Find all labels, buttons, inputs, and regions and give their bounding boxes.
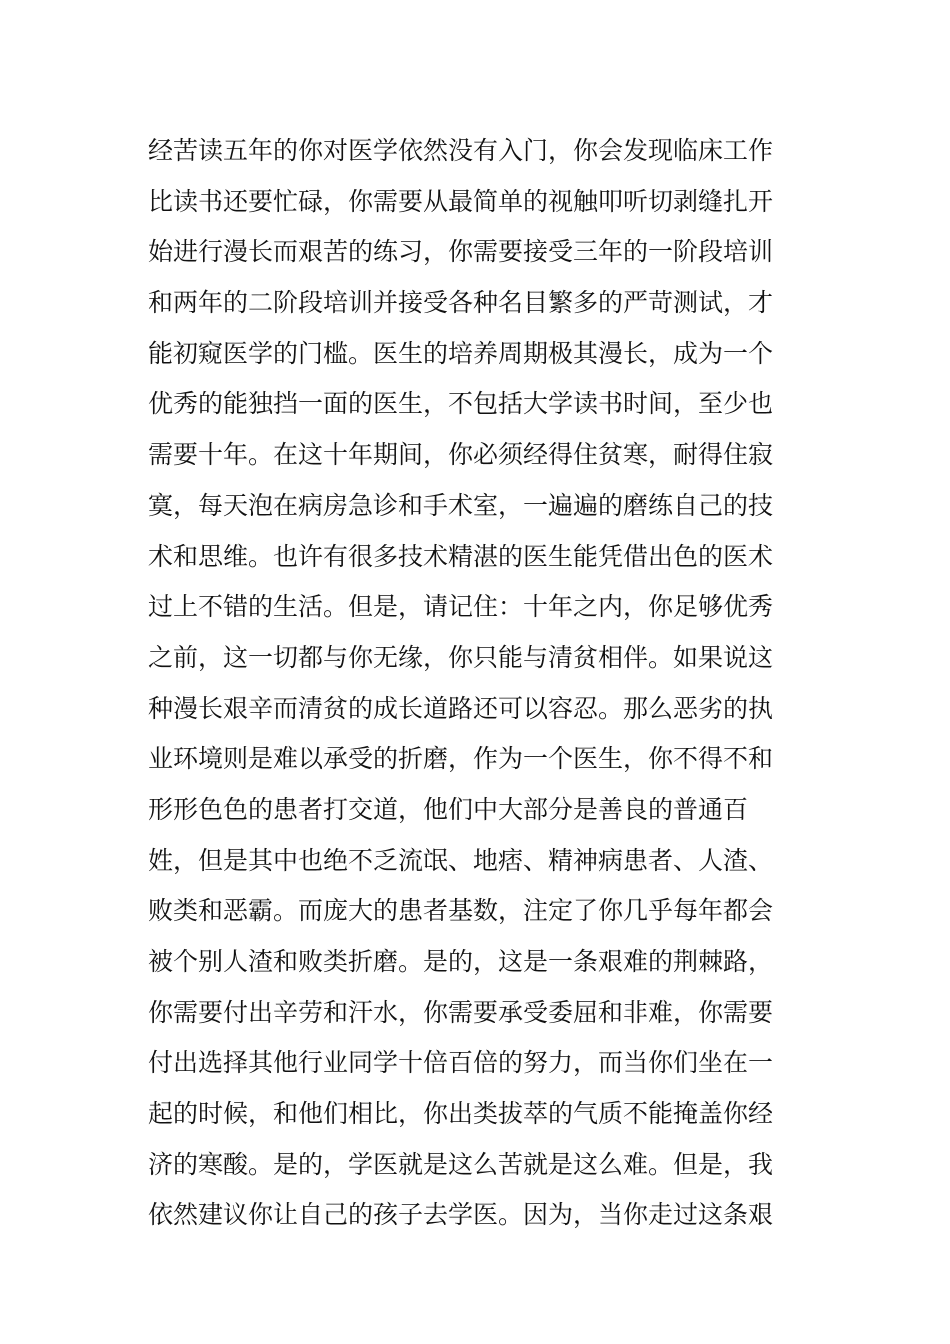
text-line: 始进行漫长而艰苦的练习，你需要接受三年的一阶段培训: [148, 237, 774, 267]
text-line: 被个别人渣和败类折磨。是的，这是一条艰难的荆棘路，: [148, 947, 774, 976]
text-line: 你需要付出辛劳和汗水，你需要承受委屈和非难，你需要: [148, 997, 774, 1027]
text-line: 经苦读五年的你对医学依然没有入门，你会发现临床工作: [148, 136, 774, 165]
body-text: [148, 126, 798, 1241]
text-line: 优秀的能独挡一面的医生，不包括大学读书时间，至少也: [148, 389, 774, 419]
text-line: 业环境则是难以承受的折磨，作为一个医生，你不得不和: [148, 744, 774, 774]
text-line: 能初窥医学的门槛。医生的培养周期极其漫长，成为一个: [148, 338, 774, 368]
text-line: 形形色色的患者打交道，他们中大部分是善良的普通百: [148, 794, 749, 824]
text-line: 寞，每天泡在病房急诊和手术室，一遍遍的磨练自己的技: [148, 490, 774, 520]
text-line: 术和思维。也许有很多技术精湛的医生能凭借出色的医术: [148, 541, 774, 571]
text-line: 败类和恶霸。而庞大的患者基数，注定了你几乎每年都会: [148, 896, 774, 926]
text-line: 需要十年。在这十年期间，你必须经得住贫寒，耐得住寂: [148, 440, 774, 470]
text-line: 种漫长艰辛而清贫的成长道路还可以容忍。那么恶劣的执: [148, 693, 774, 723]
text-line: 和两年的二阶段培训并接受各种名目繁多的严苛测试，才: [148, 288, 774, 318]
text-line: 之前，这一切都与你无缘，你只能与清贫相伴。如果说这: [148, 642, 774, 672]
text-line: 起的时候，和他们相比，你出类拔萃的气质不能掩盖你经: [148, 1099, 774, 1129]
text-line: 过上不错的生活。但是，请记住：十年之内，你足够优秀: [148, 592, 774, 622]
text-line: 依然建议你让自己的孩子去学医。因为，当你走过这条艰: [148, 1200, 774, 1230]
text-line: 姓，但是其中也绝不乏流氓、地痞、精神病患者、人渣、: [148, 845, 774, 875]
text-line: 付出选择其他行业同学十倍百倍的努力，而当你们坐在一: [148, 1048, 774, 1078]
text-line: 济的寒酸。是的，学医就是这么苦就是这么难。但是，我: [148, 1149, 774, 1179]
text-line: 比读书还要忙碌，你需要从最简单的视触叩听切剥缝扎开: [148, 186, 774, 216]
